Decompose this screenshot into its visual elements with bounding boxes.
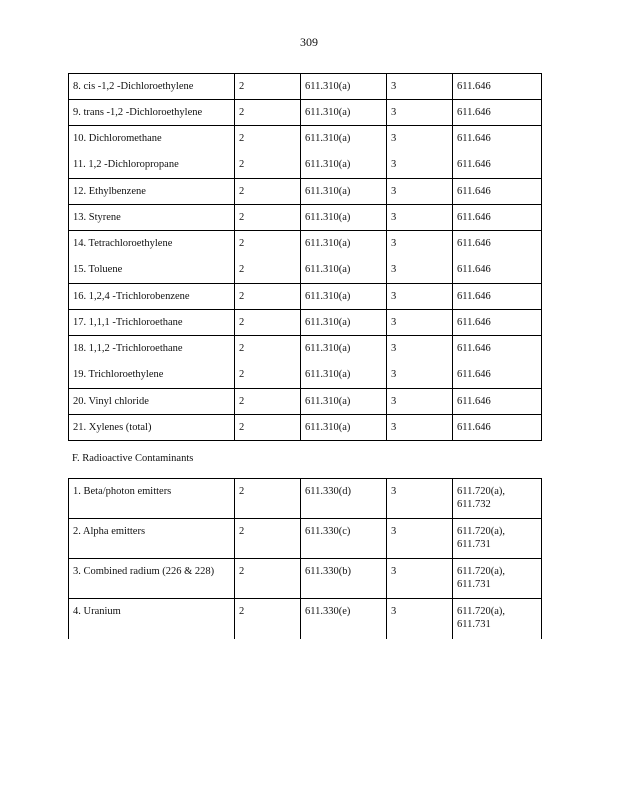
table-row xyxy=(69,284,542,310)
column-4-value: 3 xyxy=(387,257,453,284)
column-2-value: 2 xyxy=(235,257,301,284)
table-row xyxy=(69,257,542,284)
column-4-value: 3 xyxy=(387,231,453,257)
contaminant-name: 19. Trichloroethylene xyxy=(69,362,235,389)
contaminant-name: 17. 1,1,1 -Trichloroethane xyxy=(69,310,235,336)
column-2-value: 2 xyxy=(235,284,301,310)
table-row xyxy=(69,100,542,126)
contaminant-name: 9. trans -1,2 -Dichloroethylene xyxy=(69,100,235,126)
table-row xyxy=(69,479,542,519)
contaminant-name: 18. 1,1,2 -Trichloroethane xyxy=(69,336,235,362)
column-4-value: 3 xyxy=(387,126,453,152)
column-3-value: 611.310(a) xyxy=(301,415,387,441)
column-4-value: 3 xyxy=(387,479,453,519)
column-5-line-1: 611.720(a), xyxy=(457,566,506,577)
column-3-value: 611.310(a) xyxy=(301,179,387,205)
column-5-value: 611.646 xyxy=(453,126,542,152)
column-4-value: 3 xyxy=(387,389,453,415)
column-5-value: 611.646 xyxy=(453,310,542,336)
column-2-value: 2 xyxy=(235,126,301,152)
table-row xyxy=(69,126,542,152)
column-2-value: 2 xyxy=(235,205,301,231)
column-4-value: 3 xyxy=(387,336,453,362)
column-2-value: 2 xyxy=(235,310,301,336)
contaminant-name: 12. Ethylbenzene xyxy=(69,179,235,205)
contaminant-name: 11. 1,2 -Dichloropropane xyxy=(69,152,235,179)
column-3-value: 611.310(a) xyxy=(301,310,387,336)
column-5-value: 611.646 xyxy=(453,257,542,284)
contaminant-name: 20. Vinyl chloride xyxy=(69,389,235,415)
table-row xyxy=(69,519,542,559)
table-row xyxy=(69,152,542,179)
column-3-value: 611.310(a) xyxy=(301,257,387,284)
column-5-value: 611.646 xyxy=(453,205,542,231)
column-2-value: 2 xyxy=(235,415,301,441)
column-4-value: 3 xyxy=(387,362,453,389)
column-3-value: 611.330(e) xyxy=(301,599,387,639)
column-5-line-1: 611.720(a), xyxy=(457,606,506,617)
column-5-value xyxy=(453,599,542,639)
table-row xyxy=(69,179,542,205)
column-5-line-2: 611.731 xyxy=(457,539,491,550)
column-2-value: 2 xyxy=(235,74,301,100)
table-row xyxy=(69,231,542,257)
column-4-value: 3 xyxy=(387,599,453,639)
column-5-value: 611.646 xyxy=(453,179,542,205)
column-5-value: 611.646 xyxy=(453,415,542,441)
column-2-value: 2 xyxy=(235,231,301,257)
column-4-value: 3 xyxy=(387,310,453,336)
column-2-value: 2 xyxy=(235,152,301,179)
contaminant-name: 3. Combined radium (226 & 228) xyxy=(69,559,235,599)
section-heading: F. Radioactive Contaminants xyxy=(72,453,194,464)
page-number: 309 xyxy=(300,35,318,49)
column-5-value: 611.646 xyxy=(453,389,542,415)
contaminant-name: 21. Xylenes (total) xyxy=(69,415,235,441)
table-row xyxy=(69,336,542,362)
contaminant-name: 15. Toluene xyxy=(69,257,235,284)
table-row xyxy=(69,559,542,599)
column-5-value: 611.646 xyxy=(453,74,542,100)
column-2-value: 2 xyxy=(235,519,301,559)
column-5-line-2: 611.732 xyxy=(457,499,491,510)
column-5-value: 611.646 xyxy=(453,284,542,310)
column-2-value: 2 xyxy=(235,336,301,362)
column-5-line-1: 611.720(a), xyxy=(457,486,506,497)
contaminant-table-organic xyxy=(68,73,542,441)
column-3-value: 611.310(a) xyxy=(301,284,387,310)
column-5-line-2: 611.731 xyxy=(457,579,491,590)
contaminant-name: 14. Tetrachloroethylene xyxy=(69,231,235,257)
column-5-value: 611.646 xyxy=(453,152,542,179)
contaminant-name: 10. Dichloromethane xyxy=(69,126,235,152)
contaminant-table-radioactive xyxy=(68,478,542,639)
column-4-value: 3 xyxy=(387,152,453,179)
column-3-value: 611.330(c) xyxy=(301,519,387,559)
column-3-value: 611.310(a) xyxy=(301,100,387,126)
column-2-value: 2 xyxy=(235,179,301,205)
table-row xyxy=(69,74,542,100)
table-row xyxy=(69,599,542,639)
column-3-value: 611.310(a) xyxy=(301,362,387,389)
column-2-value: 2 xyxy=(235,559,301,599)
column-5-line-2: 611.731 xyxy=(457,619,491,630)
column-5-value xyxy=(453,479,542,519)
column-3-value: 611.310(a) xyxy=(301,389,387,415)
column-5-value: 611.646 xyxy=(453,100,542,126)
column-4-value: 3 xyxy=(387,559,453,599)
column-3-value: 611.310(a) xyxy=(301,74,387,100)
column-3-value: 611.310(a) xyxy=(301,152,387,179)
column-4-value: 3 xyxy=(387,415,453,441)
contaminant-name: 13. Styrene xyxy=(69,205,235,231)
column-2-value: 2 xyxy=(235,362,301,389)
column-5-line-1: 611.720(a), xyxy=(457,526,506,537)
column-3-value: 611.310(a) xyxy=(301,205,387,231)
table-row xyxy=(69,205,542,231)
contaminant-name: 2. Alpha emitters xyxy=(69,519,235,559)
column-4-value: 3 xyxy=(387,284,453,310)
contaminant-name: 16. 1,2,4 -Trichlorobenzene xyxy=(69,284,235,310)
contaminant-name: 1. Beta/photon emitters xyxy=(69,479,235,519)
column-4-value: 3 xyxy=(387,100,453,126)
column-5-value xyxy=(453,519,542,559)
table-row xyxy=(69,389,542,415)
column-5-value: 611.646 xyxy=(453,362,542,389)
contaminant-name: 8. cis -1,2 -Dichloroethylene xyxy=(69,74,235,100)
column-5-value: 611.646 xyxy=(453,336,542,362)
column-2-value: 2 xyxy=(235,100,301,126)
column-3-value: 611.310(a) xyxy=(301,126,387,152)
column-4-value: 3 xyxy=(387,519,453,559)
column-5-value: 611.646 xyxy=(453,231,542,257)
column-4-value: 3 xyxy=(387,205,453,231)
column-4-value: 3 xyxy=(387,179,453,205)
table-row xyxy=(69,362,542,389)
table-row xyxy=(69,415,542,441)
column-2-value: 2 xyxy=(235,599,301,639)
table-row xyxy=(69,310,542,336)
contaminant-name: 4. Uranium xyxy=(69,599,235,639)
column-3-value: 611.330(d) xyxy=(301,479,387,519)
column-5-value xyxy=(453,559,542,599)
column-3-value: 611.330(b) xyxy=(301,559,387,599)
column-2-value: 2 xyxy=(235,479,301,519)
column-3-value: 611.310(a) xyxy=(301,336,387,362)
column-4-value: 3 xyxy=(387,74,453,100)
column-3-value: 611.310(a) xyxy=(301,231,387,257)
column-2-value: 2 xyxy=(235,389,301,415)
